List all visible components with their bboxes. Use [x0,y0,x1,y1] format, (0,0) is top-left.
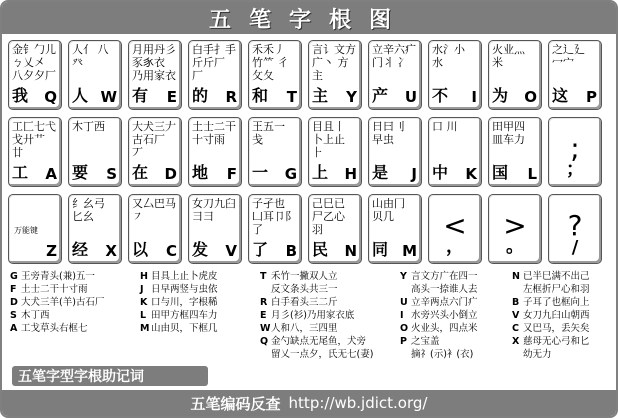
mnemonic-key: S [10,310,17,321]
mnemonic-line [400,296,478,309]
key-letter: K [465,165,477,183]
key-f[interactable] [188,117,242,187]
key-bottom [132,163,177,183]
key-symbol: < [443,209,467,242]
key-letter: G [284,165,297,183]
key-roots: 土士二干 十寸雨 [192,120,236,146]
key-u[interactable] [368,40,422,110]
key-roots: 禾禾丿 竹⺮ 彳攵夂 [252,43,289,82]
key-roots: 大犬三𠂇 古石厂 丆 [132,120,176,159]
mnemonic-key: C [512,323,519,334]
key-bottom [492,86,537,106]
key-name: 中 [432,163,449,182]
key-letter: H [344,165,357,183]
key-row-2 [8,117,610,187]
key-e[interactable] [128,40,182,110]
key-roots: 日曰刂 早虫 [372,120,405,146]
mnemonic-line [10,270,104,283]
mnemonic-key: P [400,336,407,347]
mnemonic-line [400,322,478,335]
header-bar [2,2,616,34]
key-bottom [192,86,237,106]
key-symbol: ? [567,209,583,242]
key-bottom [12,163,57,183]
mnemonic-line [512,296,590,309]
key-roots: 火业灬 米 [492,43,525,69]
key-m[interactable] [368,194,422,264]
key-letter: E [166,88,177,106]
key-roots: 女刀九臼 ⺕彐 [192,197,236,223]
mnemonic-line [400,283,478,296]
key-bottom [492,163,537,183]
key-name: 人 [72,86,89,105]
footer-url-link[interactable]: http://wb.jdict.org/ [288,394,428,412]
mnemonic-line [400,335,478,348]
key-secondary-symbol: 。 [506,236,524,257]
key-bottom [72,240,117,260]
page-title: 五笔字根图 [208,6,409,33]
mnemonic-key: E [260,310,267,321]
key-roots: 月用丹彡 豕𧰨衣 乃用家衣 [132,43,176,82]
mnemonic-line [140,296,218,309]
mnemonic-line [260,309,373,322]
key-bottom [372,86,417,106]
key-bottom [72,86,117,106]
key-x[interactable] [68,194,122,264]
key-roots: 目且丨 卜上止 ⺊ [312,120,345,159]
mnemonic-text: 土士二干十寸雨 [21,284,88,295]
key-symbol-1-9[interactable] [548,117,602,187]
key-k[interactable] [428,117,482,187]
key-j[interactable] [368,117,422,187]
key-roots: 又厶巴马 ㇇ [132,197,176,223]
key-bottom [372,163,417,183]
mnemonic-line [260,322,373,335]
key-symbol: ; [570,132,580,165]
mnemonic-text: 木丁西 [21,310,50,321]
mnemonic-text: 高头一捺谁人去 [411,284,478,295]
key-roots: 纟幺弓 匕幺 [72,197,105,223]
key-bottom [312,163,357,183]
key-roots: 山由冂 贝几 [372,197,405,223]
mnemonic-key: M [140,323,150,334]
key-roots: 田甲四 皿车力 [492,120,525,146]
key-letter: A [45,165,57,183]
mnemonic-title: 五笔字型字根助记词 [12,366,208,386]
mnemonic-key: R [260,297,268,308]
key-b[interactable] [248,194,302,264]
mnemonic-key: K [140,297,148,308]
mnemonic-text: 禾竹一撇双人立 [271,271,338,282]
key-name: 产 [372,86,389,105]
key-letter: U [404,88,417,106]
key-letter: B [285,242,297,260]
mnemonic-line [140,322,218,335]
key-bottom [252,163,297,183]
mnemonic-key: D [10,297,18,308]
key-name: 一 [252,163,269,182]
key-name: 的 [192,86,209,105]
key-roots: 木丁西 [72,120,105,133]
mnemonic-line [140,309,218,322]
mnemonic-text: 摘礻(示)衤(衣) [411,349,474,360]
key-letter: X [105,242,117,260]
key-row-3 [8,194,610,264]
key-name: 经 [72,240,89,259]
key-roots: 金钅勹儿 ㄅ乂㐅 八夕夕厂 [12,43,56,82]
key-i[interactable] [428,40,482,110]
mnemonic-key: Y [400,271,407,282]
key-p[interactable] [548,40,602,110]
key-roots: 子孑也 凵耳卩阝 了 [252,197,296,236]
mnemonic-key: Q [260,336,269,347]
mnemonic-column-1 [10,270,104,335]
key-letter: V [225,242,237,260]
mnemonic-column-5 [512,270,590,361]
key-bottom [252,86,297,106]
key-t[interactable] [248,40,302,110]
key-letter: Q [44,88,57,106]
mnemonic-column-4 [400,270,478,361]
mnemonic-key: W [260,323,271,334]
key-a[interactable] [8,117,62,187]
mnemonic-text: 留乂一点夕，氏无七(妻) [271,349,374,360]
key-secondary-symbol: ， [446,236,464,257]
key-l[interactable] [488,117,542,187]
key-roots: 白手扌手 斤斤厂 厂 [192,43,236,82]
key-g[interactable] [248,117,302,187]
mnemonic-line [512,322,590,335]
key-symbol-2-8[interactable] [488,194,542,264]
mnemonic-line [512,270,590,283]
mnemonic-line [260,270,373,283]
mnemonic-text: 又巴马，丢矢矣 [523,323,590,334]
mnemonic-key: F [10,284,17,295]
key-letter: N [344,242,357,260]
mnemonic-text: 慈母无心弓和匕 [523,336,590,347]
key-roots: 言讠文方 广丶 方主 [312,43,356,82]
mnemonic-line [260,335,373,348]
key-symbol-2-7[interactable] [428,194,482,264]
mnemonic-text: 白手看头三二斤 [271,297,338,308]
mnemonic-key: B [512,297,520,308]
key-v[interactable] [188,194,242,264]
key-s[interactable] [68,117,122,187]
key-bottom [252,240,297,260]
bottom-band [2,360,616,416]
key-bottom [312,86,357,106]
mnemonic-text: 水旁兴头小倒立 [411,310,478,321]
key-name: 了 [252,240,269,259]
key-note: 万能键 [14,226,38,235]
mnemonic-line [10,283,104,296]
key-letter: Z [46,242,57,260]
key-roots: 之辶廴 冖宀 [552,43,585,69]
key-roots: 水氵小 水 [432,43,465,69]
mnemonic-line [10,322,104,335]
key-name: 为 [492,86,509,105]
key-name: 以 [132,240,149,259]
mnemonic-text: 子耳了也框向上 [523,297,590,308]
key-q[interactable] [8,40,62,110]
key-c[interactable] [128,194,182,264]
key-letter: C [165,242,177,260]
key-name: 有 [132,86,149,105]
mnemonic-text: 田甲方框四车力 [151,310,218,321]
mnemonic-key: J [140,284,144,295]
key-row-1 [8,40,610,110]
key-name: 同 [372,240,389,259]
key-symbol: > [503,209,527,242]
key-h[interactable] [308,117,362,187]
key-bottom [372,240,417,260]
key-bottom [552,86,597,106]
key-name: 工 [12,163,29,182]
key-secondary-symbol: / [571,237,579,258]
key-bottom [432,86,477,106]
key-bottom [12,240,57,260]
key-letter: F [226,165,237,183]
key-bottom [72,163,117,183]
key-name: 国 [492,163,509,182]
key-letter: W [100,88,117,106]
key-bottom [192,163,237,183]
key-y[interactable] [308,40,362,110]
key-name: 主 [312,86,329,105]
key-letter: Y [346,88,357,106]
key-bottom [312,240,357,260]
mnemonic-text: 口与川，字根稀 [151,297,218,308]
mnemonic-text: 大犬三羊(羊)古石厂 [21,297,105,308]
key-letter: O [524,88,537,106]
key-name: 发 [192,240,209,259]
mnemonic-text: 火业头，四点米 [411,323,478,334]
key-n[interactable] [308,194,362,264]
mnemonic-line [512,283,590,296]
key-symbol-2-9[interactable] [548,194,602,264]
mnemonic-text: 之宝盖 [411,336,440,347]
mnemonic-line [140,270,218,283]
mnemonic-key: O [400,323,409,334]
key-roots: 己巳已 尸乙心 羽 [312,197,345,236]
mnemonic-text: 言文方广在四一 [411,271,478,282]
mnemonic-key: I [400,310,404,321]
mnemonic-line [10,296,104,309]
mnemonic-text: 目具上止卜虎皮 [151,271,218,282]
mnemonic-line [140,283,218,296]
key-d[interactable] [128,117,182,187]
key-letter: L [527,165,537,183]
key-roots: 王五一 戋 [252,120,285,146]
key-letter: P [586,88,597,106]
mnemonic-key: U [400,297,408,308]
mnemonic-key: X [512,336,520,347]
key-r[interactable] [188,40,242,110]
mnemonic-key: L [140,310,147,321]
mnemonic-key: G [10,271,18,282]
mnemonic-column-2 [140,270,218,335]
key-name: 要 [72,163,89,182]
key-name: 是 [372,163,389,182]
mnemonic-text: 山由贝，下框几 [151,323,218,334]
mnemonic-key: H [140,271,148,282]
mnemonic-line [10,309,104,322]
footer-label: 五笔编码反查 [190,394,281,413]
keyboard-chart [8,40,610,271]
mnemonic-text: 人和八，三四里 [271,323,338,334]
key-letter: D [164,165,177,183]
mnemonic-text: 日早两竖与虫依 [151,284,218,295]
mnemonic-text: 立辛两点六门疒 [411,297,478,308]
key-roots: 工匚七弋 戈廾艹 廿 [12,120,56,159]
key-roots: 人亻 八癶 [72,43,109,69]
mnemonic-line [400,309,478,322]
mnemonic-line [512,335,590,348]
mnemonic-text: 已半巳满不出己 [523,271,590,282]
mnemonic-text: 女刀九臼山朝西 [523,310,590,321]
key-name: 这 [552,86,569,105]
key-name: 民 [312,240,329,259]
key-roots: 口 川 [432,120,458,133]
key-bottom [432,163,477,183]
mnemonic-verses [8,270,610,370]
key-bottom [132,240,177,260]
key-bottom [192,240,237,260]
mnemonic-line [260,283,373,296]
mnemonic-line [512,309,590,322]
key-roots: 立辛六疒 门丬 冫 [372,43,416,69]
key-name: 我 [12,86,29,105]
key-letter: I [471,88,477,106]
mnemonic-text: 王旁青头(兼)五一 [21,271,95,282]
mnemonic-text: 金勺缺点无尾鱼，犬旁 [271,336,367,347]
mnemonic-text: 反文条头共三一 [271,284,338,295]
key-name: 上 [312,163,329,182]
key-w[interactable] [68,40,122,110]
mnemonic-text: 幼无力 [523,349,552,360]
key-letter: J [411,165,417,183]
mnemonic-text: 左框折尸心和羽 [523,284,590,295]
footer-bar [2,390,616,416]
key-name: 和 [252,86,269,105]
mnemonic-key: N [512,271,520,282]
mnemonic-key: T [260,271,267,282]
key-secondary-symbol: ； [566,159,584,180]
mnemonic-line [400,270,478,283]
mnemonic-key: A [10,323,18,334]
mnemonic-key: V [512,310,520,321]
key-letter: R [225,88,237,106]
mnemonic-text: 工戈草头右框七 [21,323,88,334]
mnemonic-line [260,296,373,309]
key-letter: S [106,165,117,183]
key-name: 不 [432,86,449,105]
key-name: 在 [132,163,149,182]
mnemonic-text: 月彡(衫)乃用家衣底 [271,310,355,321]
key-name: 地 [192,163,209,182]
key-letter: M [402,242,417,260]
key-bottom [132,86,177,106]
key-bottom [12,86,57,106]
key-o[interactable] [488,40,542,110]
key-letter: T [286,88,297,106]
mnemonic-column-3 [260,270,373,361]
key-z[interactable] [8,194,62,264]
